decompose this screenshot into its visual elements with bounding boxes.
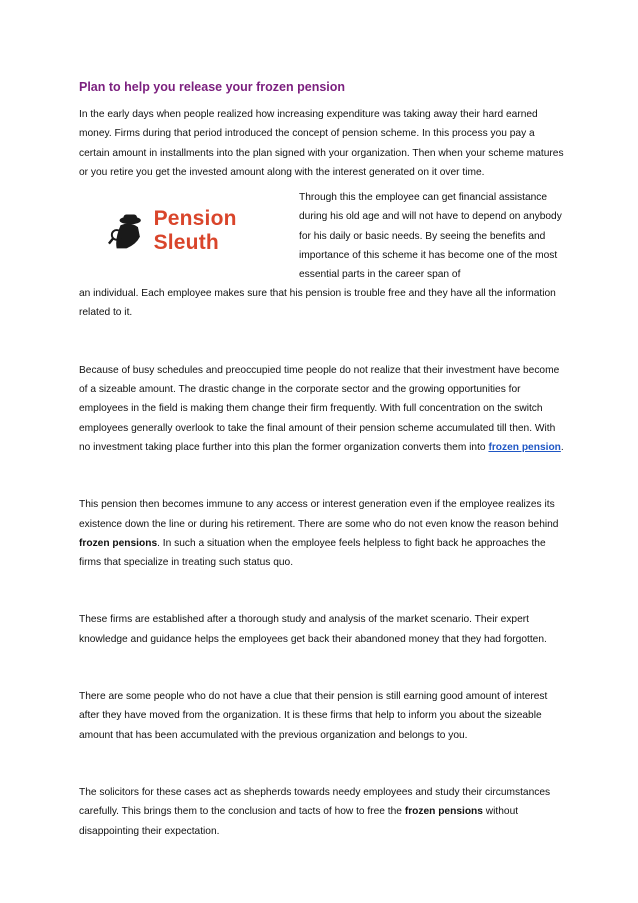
p7-bold: frozen pensions	[404, 806, 483, 818]
p3-end: .	[560, 441, 564, 453]
p4-text-b: . In such a situation when the employee feels helpless to fight back he approaches the firms that specialize in treating such status quo.	[79, 537, 546, 569]
paragraph-busy-schedules	[79, 361, 565, 457]
p3-text: Because of busy schedules and preoccupied time people do not realize that their investment have become of a sizeable amount. The drastic change in the corporate sector and the growing opportunities for employees in the field is making them change their firm frequently. With full concentration on the switch employees generally overlook to take the final amount of their pension scheme accumulated till then. With no investment taking place further into this plan the former organization converts them into	[79, 364, 560, 453]
paragraph-float-text: Through this the employee can get financial assistance during his old age and will not have to depend on anybody for his daily or basic needs. By seeing the benefits and importance of this scheme it has become one of the most essential parts in the career span of	[299, 192, 562, 281]
paragraph-solicitors	[79, 783, 565, 841]
p4-bold: frozen pensions	[79, 537, 158, 549]
p4-text-a: This pension then becomes immune to any access or interest generation even if the employee realizes its existence down the line or during his retirement. There are some who do not even know the reason behind	[79, 499, 559, 530]
page-title: Plan to help you release your frozen pension	[79, 80, 346, 94]
paragraph-continued: an individual. Each employee makes sure that his pension is trouble free and they have all the information related to it.	[79, 288, 556, 319]
p7-text-b: without disappointing their expectation.	[79, 806, 519, 837]
p7-text-a: The solicitors for these cases act as shepherds towards needy employees and study their circumstances carefully. This brings them to the conclusion and tacts of how to free the	[79, 786, 551, 818]
paragraph-no-clue: There are some people who do not have a clue that their pension is still earning good amount of interest after they have moved from the organization. It is these firms that help to inform you about the sizeable amount that has been accumulated with the previous organization and belongs to you.	[79, 691, 548, 741]
frozen-pension-link[interactable]: frozen pension	[488, 441, 561, 453]
logo-row	[79, 188, 565, 284]
paragraph-float	[299, 188, 565, 284]
paragraph-firms: These firms are established after a thorough study and analysis of the market scenario. Their expert knowledge and guidance helps the employees get back their abandoned money that they had forgotten.	[79, 614, 547, 645]
paragraph-intro: In the early days when people realized how increasing expenditure was taking away their hard earned money. Firms during that period introduced the concept of pension scheme. In this process you pay a certain amount in installments into the plan signed with your organization. Then when your scheme matures or you retire you get the invested amount along with the interest generated on it over time.	[79, 109, 564, 178]
pension-sleuth-logo	[107, 208, 303, 254]
paragraph-immune	[79, 495, 565, 572]
logo-text: Pension Sleuth	[153, 207, 237, 255]
document-body	[79, 78, 565, 841]
detective-silhouette-icon	[107, 211, 150, 251]
